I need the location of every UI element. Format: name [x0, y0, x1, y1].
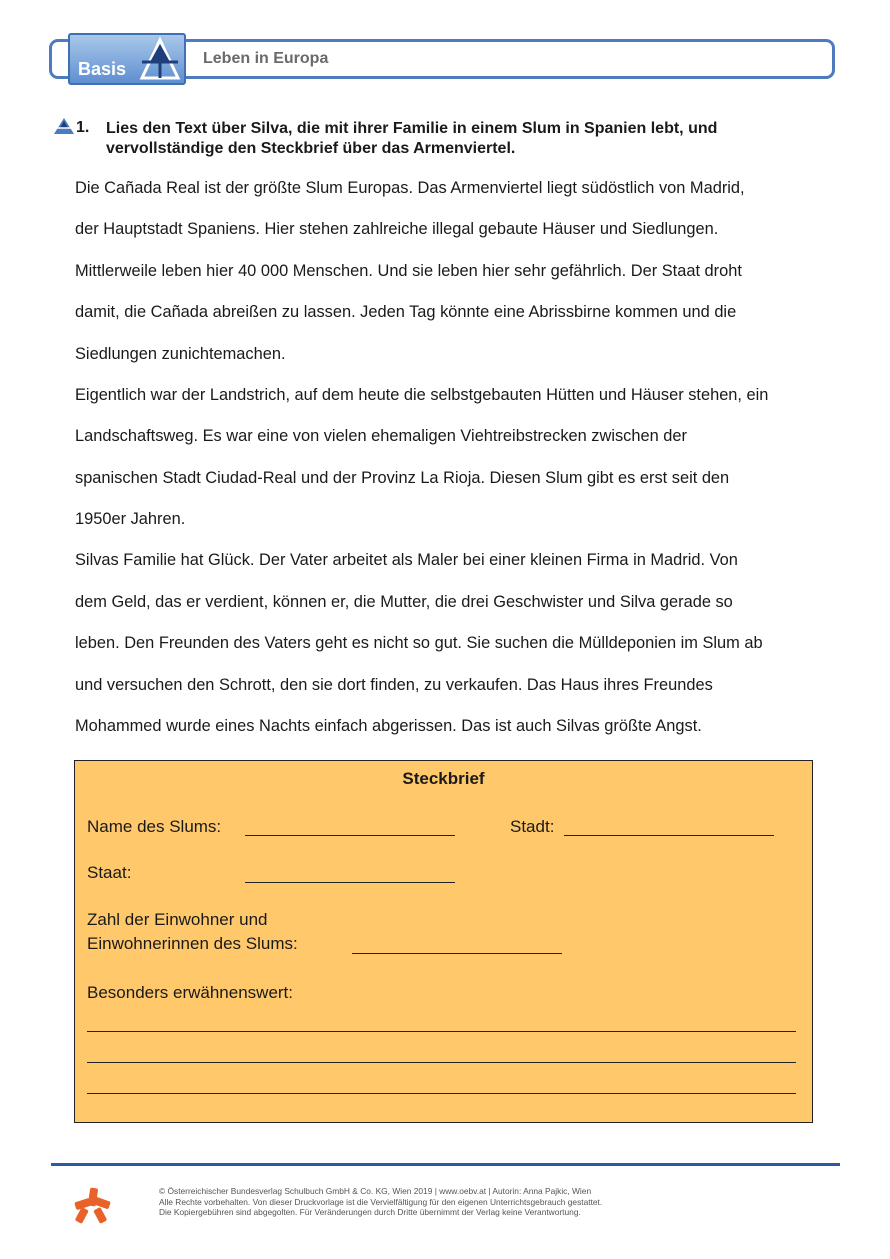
text-line: Silvas Familie hat Glück. Der Vater arbeitet als Maler bei einer kleinen Firma in Madrid. Von: [75, 551, 738, 569]
text-line: Landschaftsweg. Es war eine von vielen ehemaligen Viehtreibstrecken zwischen der: [75, 427, 687, 445]
page-title: Leben in Europa: [203, 50, 329, 67]
text-line: Siedlungen zunichtemachen.: [75, 345, 286, 363]
level-triangle-icon: [138, 36, 182, 82]
text-line: Mohammed wurde eines Nachts einfach abgerissen. Das ist auch Silvas größte Angst.: [75, 717, 702, 735]
task-instruction-line: vervollständige den Steckbrief über das Armenviertel.: [106, 140, 516, 157]
stadt-blank[interactable]: [564, 835, 774, 836]
staat-blank[interactable]: [245, 882, 455, 883]
einwohner-blank[interactable]: [352, 953, 562, 954]
basis-badge: [68, 33, 186, 85]
text-line: spanischen Stadt Ciudad-Real und der Provinz La Rioja. Diesen Slum gibt es erst seit den: [75, 469, 730, 487]
name-blank[interactable]: [245, 835, 455, 836]
publisher-logo-icon: [72, 1186, 112, 1224]
footer-line: © Österreichischer Bundesverlag Schulbuch GmbH & Co. KG, Wien 2019 | www.oebv.at | Autorin: Anna Pajkic, Wien: [159, 1186, 592, 1196]
besonders-blank[interactable]: [87, 1093, 796, 1094]
text-line: der Hauptstadt Spaniens. Hier stehen zahlreiche illegal gebaute Häuser und Siedlungen.: [75, 220, 719, 238]
einwohner-label-line: Einwohnerinnen des Slums:: [87, 934, 298, 953]
footer-line: Alle Rechte vorbehalten. Von dieser Druckvorlage ist die Vervielfältigung für den eigenen Unterrichtsgebrauch gestattet.: [159, 1196, 603, 1207]
text-line: Mittlerweile leben hier 40 000 Menschen. Und sie leben hier sehr gefährlich. Der Staat droht: [75, 262, 742, 280]
basis-label: Basis: [78, 59, 127, 79]
task-instruction-line: Lies den Text über Silva, die mit ihrer Familie in einem Slum in Spanien lebt, und: [106, 120, 718, 137]
staat-label: Staat:: [87, 863, 132, 882]
steckbrief-box: [74, 760, 813, 1123]
text-line: leben. Den Freunden des Vaters geht es nicht so gut. Sie suchen die Mülldeponien im Slum ab: [75, 634, 763, 652]
text-line: dem Geld, das er verdient, können er, die Mutter, die drei Geschwister und Silva gerade so: [75, 593, 733, 611]
footer-copyright: [159, 1186, 602, 1218]
text-line: Eigentlich war der Landstrich, auf dem heute die selbstgebauten Hütten und Häuser stehen, ein: [75, 386, 769, 404]
stadt-label: Stadt:: [510, 817, 555, 836]
besonders-blank[interactable]: [87, 1062, 796, 1063]
task-number: 1.: [76, 119, 90, 136]
task-instruction: [106, 119, 816, 159]
besonders-label: Besonders erwähnenswert:: [87, 983, 294, 1002]
steckbrief-title: Steckbrief: [402, 769, 485, 788]
text-line: und versuchen den Schrott, den sie dort finden, zu verkaufen. Das Haus ihres Freundes: [75, 676, 713, 694]
text-line: damit, die Cañada abreißen zu lassen. Jeden Tag könnte eine Abrissbirne kommen und die: [75, 303, 737, 321]
task-level-icon: [53, 117, 75, 135]
name-label: Name des Slums:: [87, 817, 222, 836]
footer-rule: [51, 1163, 840, 1166]
text-line: 1950er Jahren.: [75, 510, 186, 528]
besonders-blank[interactable]: [87, 1031, 796, 1032]
footer-line: Die Kopiergebühren sind abgegolten. Für Veränderungen durch Dritte übernimmt der Verlag keine Verantwortung.: [159, 1207, 581, 1218]
einwohner-label-line: Zahl der Einwohner und: [87, 910, 268, 929]
text-line: Die Cañada Real ist der größte Slum Europas. Das Armenviertel liegt südöstlich von Madrid,: [75, 179, 745, 197]
